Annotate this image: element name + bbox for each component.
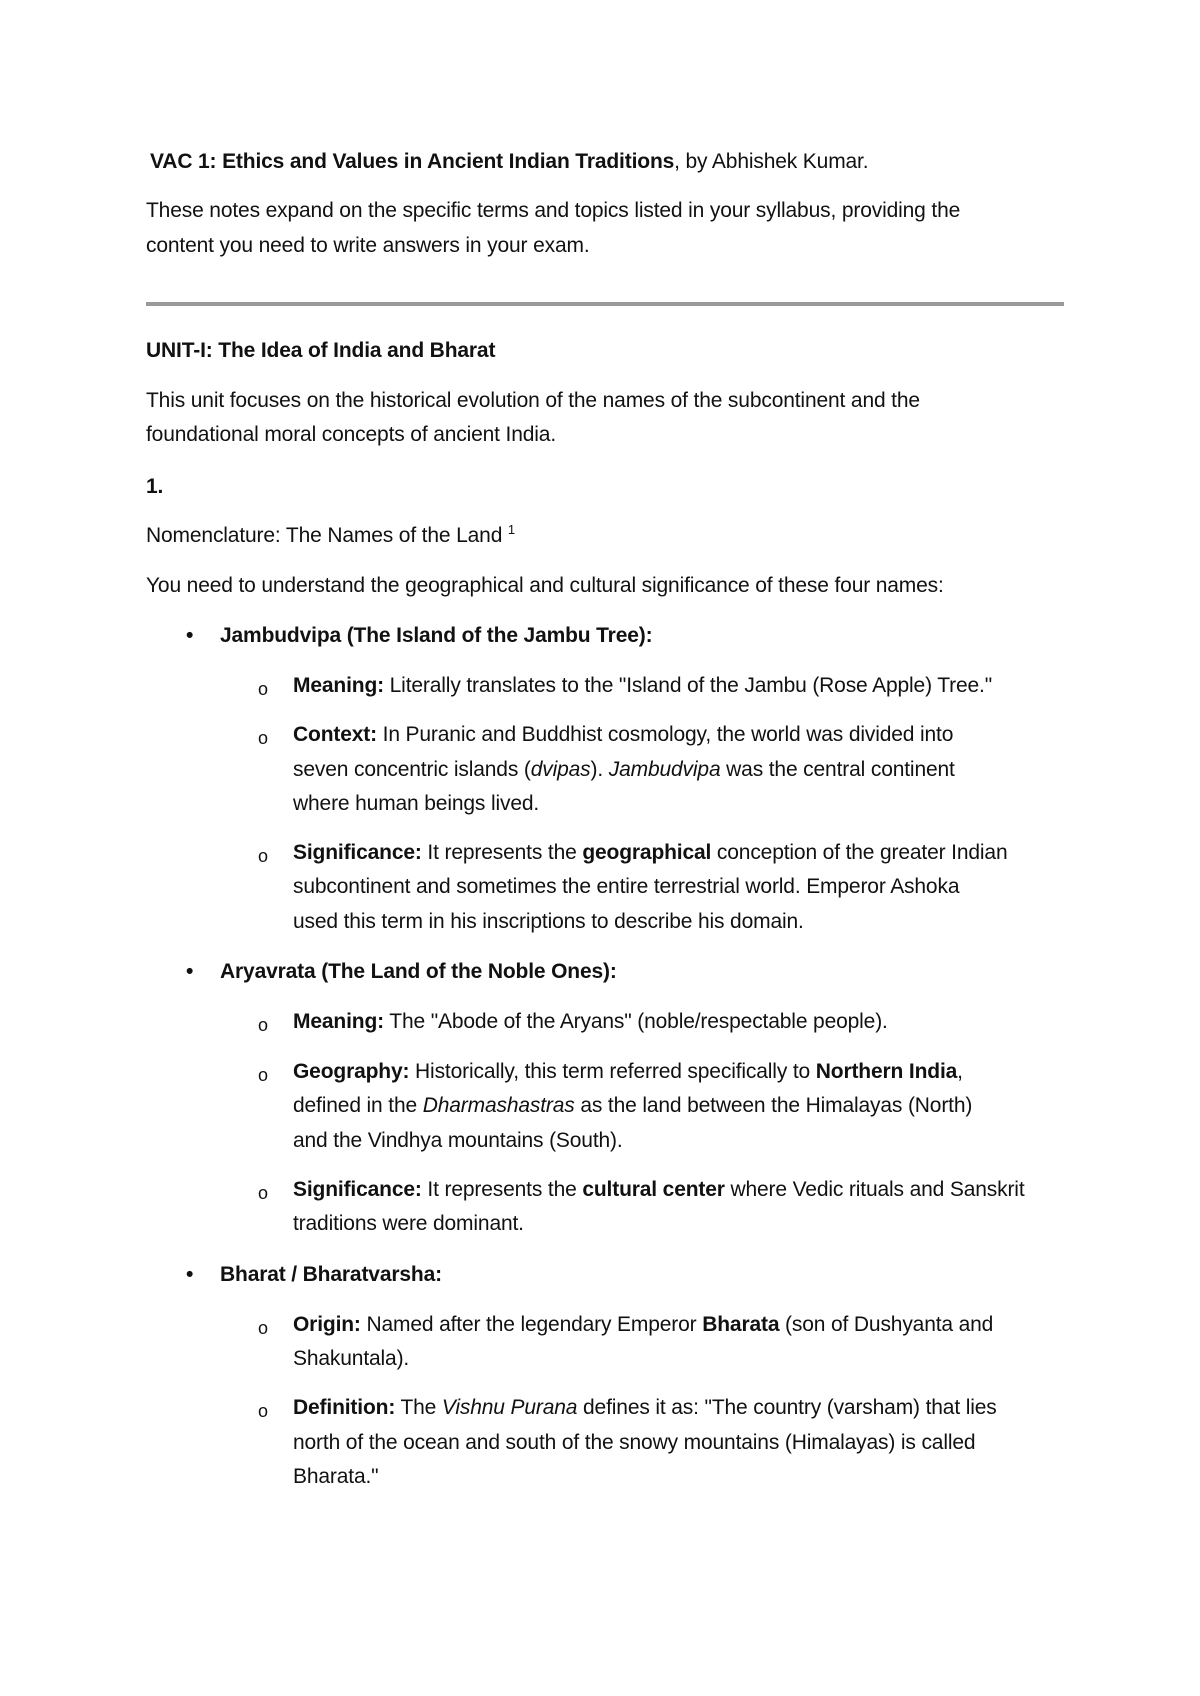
meaning-label: Meaning: — [293, 674, 384, 697]
bharat-definition-line-2: north of the ocean and south of the snowy mountains (Himalayas) is called — [293, 1431, 976, 1454]
meaning-text: The "Abode of the Aryans" (noble/respectable people). — [383, 1010, 888, 1033]
origin-label: Origin: — [293, 1313, 361, 1336]
context-text: In Puranic and Buddhist cosmology, the world was divided into — [376, 723, 954, 746]
significance-bold: cultural center — [582, 1178, 725, 1201]
sub-bullet-marker: o — [258, 1065, 269, 1085]
jambudvipa-significance-line-3: used this term in his inscriptions to describe his domain. — [293, 910, 804, 933]
definition-text: defines it as: "The country (varsham) that lies — [577, 1396, 997, 1419]
bullet-marker: • — [186, 1263, 194, 1286]
sub-bullet-marker: o — [258, 1318, 269, 1338]
geography-label: Geography: — [293, 1060, 410, 1083]
definition-text: The — [395, 1396, 442, 1419]
definition-label: Definition: — [293, 1396, 396, 1419]
document-title — [150, 144, 868, 179]
significance-text: where Vedic rituals and Sanskrit — [724, 1178, 1025, 1201]
context-text: ). — [590, 758, 609, 781]
section-title — [146, 518, 515, 553]
significance-label: Significance: — [293, 1178, 422, 1201]
sub-bullet-marker: o — [258, 846, 269, 866]
jambudvipa-context-line-3: where human beings lived. — [293, 792, 540, 815]
section-lead: You need to understand the geographical and cultural significance of these four names: — [146, 574, 944, 597]
aryavrata-heading: Aryavrata (The Land of the Noble Ones): — [220, 960, 617, 983]
unit-heading: UNIT-I: The Idea of India and Bharat — [146, 339, 496, 362]
title-author: , by Abhishek Kumar. — [674, 150, 869, 173]
section-number: 1. — [146, 475, 164, 498]
bharat-definition-line-3: Bharata." — [293, 1465, 379, 1488]
context-text: was the central continent — [720, 758, 955, 781]
significance-bold: geographical — [582, 841, 712, 864]
meaning-label: Meaning: — [293, 1010, 384, 1033]
geography-italic: Dharmashastras — [422, 1094, 575, 1117]
geography-text: , — [957, 1060, 963, 1083]
footnote-marker: 1 — [507, 522, 516, 537]
aryavrata-geography-line-1 — [293, 1054, 963, 1089]
origin-text: Named after the legendary Emperor — [360, 1313, 703, 1336]
title-bold: VAC 1: Ethics and Values in Ancient Indian Traditions — [150, 150, 675, 173]
horizontal-divider — [146, 302, 1064, 306]
origin-bold: Bharata — [702, 1313, 780, 1336]
origin-text: (son of Dushyanta and — [779, 1313, 994, 1336]
bharat-definition-line-1 — [293, 1390, 997, 1425]
jambudvipa-context-line-2 — [293, 752, 955, 787]
context-label: Context: — [293, 723, 377, 746]
definition-italic: Vishnu Purana — [441, 1396, 578, 1419]
unit-desc-line-2: foundational moral concepts of ancient India. — [146, 423, 557, 446]
significance-text: conception of the greater Indian — [711, 841, 1008, 864]
significance-label: Significance: — [293, 841, 422, 864]
bharat-origin-line-1 — [293, 1307, 993, 1342]
intro-line-2: content you need to write answers in your exam. — [146, 234, 590, 257]
jambudvipa-significance-line-2: subcontinent and sometimes the entire terrestrial world. Emperor Ashoka — [293, 875, 960, 898]
context-italic-dvipas: dvipas — [530, 758, 591, 781]
bharat-origin-line-2: Shakuntala). — [293, 1347, 410, 1370]
geography-text: defined in the — [293, 1094, 423, 1117]
context-italic-jambudvipa: Jambudvipa — [608, 758, 721, 781]
geography-bold: Northern India — [815, 1060, 958, 1083]
sub-bullet-marker: o — [258, 1183, 269, 1203]
section-title-text: Nomenclature: The Names of the Land — [146, 524, 508, 547]
bullet-marker: • — [186, 624, 194, 647]
significance-text: It represents the — [421, 1178, 583, 1201]
aryavrata-significance-line-2: traditions were dominant. — [293, 1212, 524, 1235]
aryavrata-significance-line-1 — [293, 1172, 1025, 1207]
jambudvipa-significance-line-1 — [293, 835, 1008, 870]
geography-text: Historically, this term referred specifically to — [409, 1060, 816, 1083]
aryavrata-geography-line-2 — [293, 1088, 972, 1123]
meaning-text: Literally translates to the "Island of the Jambu (Rose Apple) Tree." — [383, 674, 993, 697]
bullet-marker: • — [186, 960, 194, 983]
context-text: seven concentric islands ( — [293, 758, 531, 781]
bharat-heading: Bharat / Bharatvarsha: — [220, 1263, 442, 1286]
sub-bullet-marker: o — [258, 1015, 269, 1035]
geography-text: as the land between the Himalayas (North) — [574, 1094, 973, 1117]
sub-bullet-marker: o — [258, 1401, 269, 1421]
sub-bullet-marker: o — [258, 728, 269, 748]
jambudvipa-meaning — [293, 668, 992, 703]
significance-text: It represents the — [421, 841, 583, 864]
aryavrata-geography-line-3: and the Vindhya mountains (South). — [293, 1129, 623, 1152]
jambudvipa-heading: Jambudvipa (The Island of the Jambu Tree): — [220, 624, 653, 647]
jambudvipa-context-line-1 — [293, 717, 953, 752]
sub-bullet-marker: o — [258, 679, 269, 699]
unit-desc-line-1: This unit focuses on the historical evolution of the names of the subcontinent and the — [146, 389, 920, 412]
aryavrata-meaning — [293, 1004, 888, 1039]
intro-line-1: These notes expand on the specific terms and topics listed in your syllabus, providing the — [146, 199, 961, 222]
